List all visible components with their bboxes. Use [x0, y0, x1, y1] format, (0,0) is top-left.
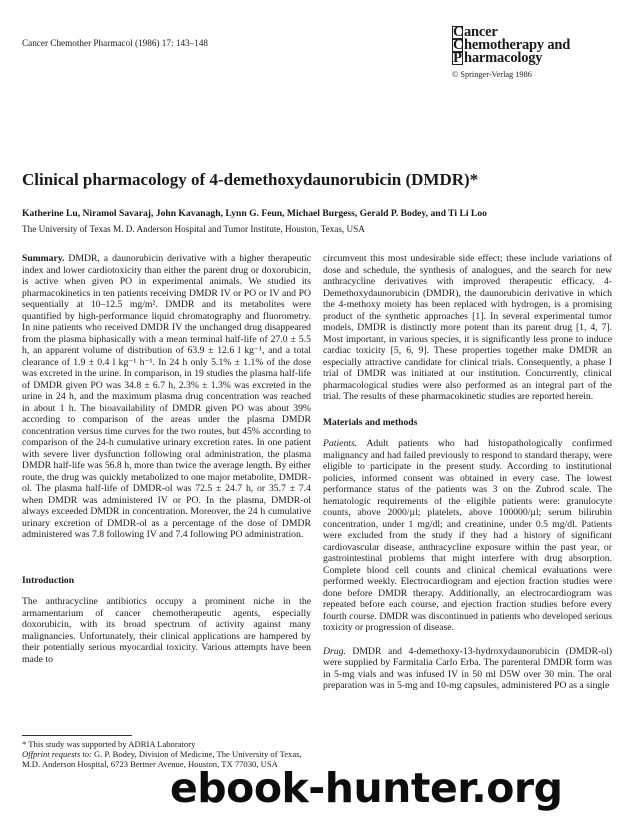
summary-text: DMDR, a daunorubicin derivative with a higher therapeutic index and lower cardiotoxicity than either the parent drug or doxorubicin, is active when given PO in experimental animals. We studied its pharmacokinetics in ten patients receiving DMDR IV or PO or IV and PO sequentially at 10–12.5 mg/m². DMDR and its metabolites were quantified by high-performance liquid chromatography and fluorometry. In nine patients who received DMDR IV the unchanged drug disappeared from the plasma biphasically with a mean terminal half-life of 27.0 ± 5.5 h, an apparent volume of distribution of 63.9 ± 12.6 l kg⁻¹, and a total clearance of 1.9 ± 0.4 l kg⁻¹ h⁻¹. In 24 h only 5.1% ± 1.1% of the dose was excreted in the urine. In comparison, in 19 studies the plasma half-life of DMDR given PO was 34.8 ± 6.7 h, 2.3% ± 1.3% was excreted in the urine in 24 h, and the maximum plasma drug concentration was reached in about 1 h. The bioavailability of DMDR given PO was about 39% according to comparison of the areas under the plasma DMDR concentration versus time curves for the two routes, but 45% according to comparison of the 24-h cumulative urinary excretion rates. In one patient with severe liver dysfunction following oral administration, the plasma DMDR half-life was 56.8 h, more than twice the average length. By either route, the drug was quickly metabolized to one major metabolite, DMDR-ol. The plasma half-life of DMDR-ol was 72.5 ± 24.7 h, or 35.7 ± 7.4 when DMDR was administered IV or PO. In the plasma, DMDR-ol always exceeded DMDR in concentration. Moreover, the 24 h cumulative urinary excretion of DMDR-ol as a percentage of the dose of DMDR administered was 7.8 following IV and 7.4 following PO administration.: [22, 253, 312, 540]
drug-label: Drug.: [323, 645, 346, 657]
affiliation: The University of Texas M. D. Anderson Hospital and Tumor Institute, Houston, Texas, USA: [22, 224, 365, 234]
offprint-text: G. P. Bodey, Division of Medicine, The University of Texas, M.D. Anderson Hospital, 6723 Bertner Avenue, Houston, TX 77030, USA: [22, 749, 302, 769]
drug-paragraph: [323, 646, 612, 692]
logo-line-1: Cancer: [453, 24, 498, 40]
methods-heading: Materials and methods: [323, 416, 418, 428]
watermark: ebook-hunter.org: [170, 764, 563, 812]
copyright-notice: © Springer-Verlag 1986: [452, 70, 532, 79]
logo-line-2: Chemotherapy and: [453, 37, 571, 53]
patients-text: Adult patients who had histopathologically confirmed malignancy and had failed previously to respond to standard therapy, were eligible to participate in the present study. According to institutional policies, informed consent was obtained in every case. The lowest performance status of the patients was 3 on the Zubrod scale. The hematologic requirements of the eligible patients were: granulocyte counts, above 2000/µl; platelets, above 100000/µl; serum bilirubin concentration, under 1 mg/dl; and creatinine, under 0.5 mg/dl. Patients were excluded from the study if they had a history of significant cardiovascular disease, anthracycline exposure within the past year, or gastrointestinal problems that might interfere with drug absorption. Complete blood cell counts and clinical chemical evaluations were performed weekly. Electrocardiogram and ejection fraction studies were done before DMDR therapy. Additionally, an electrocardiogram was repeated before each course, and ejection fraction studies before every fourth course. DMDR was discontinued in patients who developed serious toxicity or progression of disease.: [323, 438, 612, 633]
introduction-text-left: The anthracycline antibiotics occupy a prominent niche in the armamentarium of cancer chemotherapeutic agents, especially doxorubicin, with its broad spectrum of activity against many malignancies. Unfortunately, their clinical applications are hampered by their potentially serious myocardial toxicity. Various attempts have been made to: [22, 596, 311, 665]
support-footnote: * This study was supported by ADRIA Laboratory: [22, 739, 196, 749]
summary-paragraph: [22, 253, 311, 541]
offprint-label: Offprint requests to:: [22, 749, 92, 759]
author-list: Katherine Lu, Niramol Savaraj, John Kavanagh, Lynn G. Feun, Michael Burgess, Gerald P. Bodey, and Ti Li Loo: [22, 208, 487, 219]
patients-paragraph: [323, 438, 612, 634]
introduction-text-right: circumvent this most undesirable side effect; these include variations of dose and schedule, the synthesis of analogues, and the search for new anthracycline derivatives with improved therapeutic efficacy. 4-Demethoxydaunorubicin (DMDR), the daunorubicin derivative in which the 4-methoxy moiety has been replaced with hydrogen, is a promising product of the synthetic approaches [1]. In several experimental tumor models, DMDR is distinctly more potent than its parent drug [1, 4, 7]. Most important, in various species, it is significantly less prone to induce cardiac toxicity [5, 6, 9]. These properties together make DMDR an especially attractive candidate for clinical trials. Consequently, a phase I trial of DMDR was initiated at our institution. Concurrently, clinical pharmacological studies were also performed as an integral part of the trial. The results of these pharmacokinetic studies are reported herein.: [323, 253, 612, 402]
article-title: Clinical pharmacology of 4-demethoxydaunorubicin (DMDR)*: [22, 170, 479, 189]
right-column: [323, 253, 612, 692]
patients-label: Patients.: [323, 438, 358, 449]
footnote-rule: [22, 735, 132, 736]
introduction-heading: Introduction: [22, 574, 75, 586]
summary-label: Summary.: [22, 253, 65, 264]
logo-line-3: P harmacology: [453, 50, 543, 66]
drug-text: DMDR and 4-demethoxy-13-hydroxydaunorubicin (DMDR-ol) were supplied by Farmitalia Carlo Erba. The parenteral DMDR form was in 5-mg vials and was infused IV in 50 ml D5W over 30 min. The oral preparation was in 5-mg and 10-mg capsules, administered PO as a single: [323, 645, 612, 691]
left-column: [22, 253, 311, 665]
journal-citation: Cancer Chemother Pharmacol (1986) 17: 143–148: [22, 38, 209, 48]
journal-logo: [452, 26, 612, 79]
